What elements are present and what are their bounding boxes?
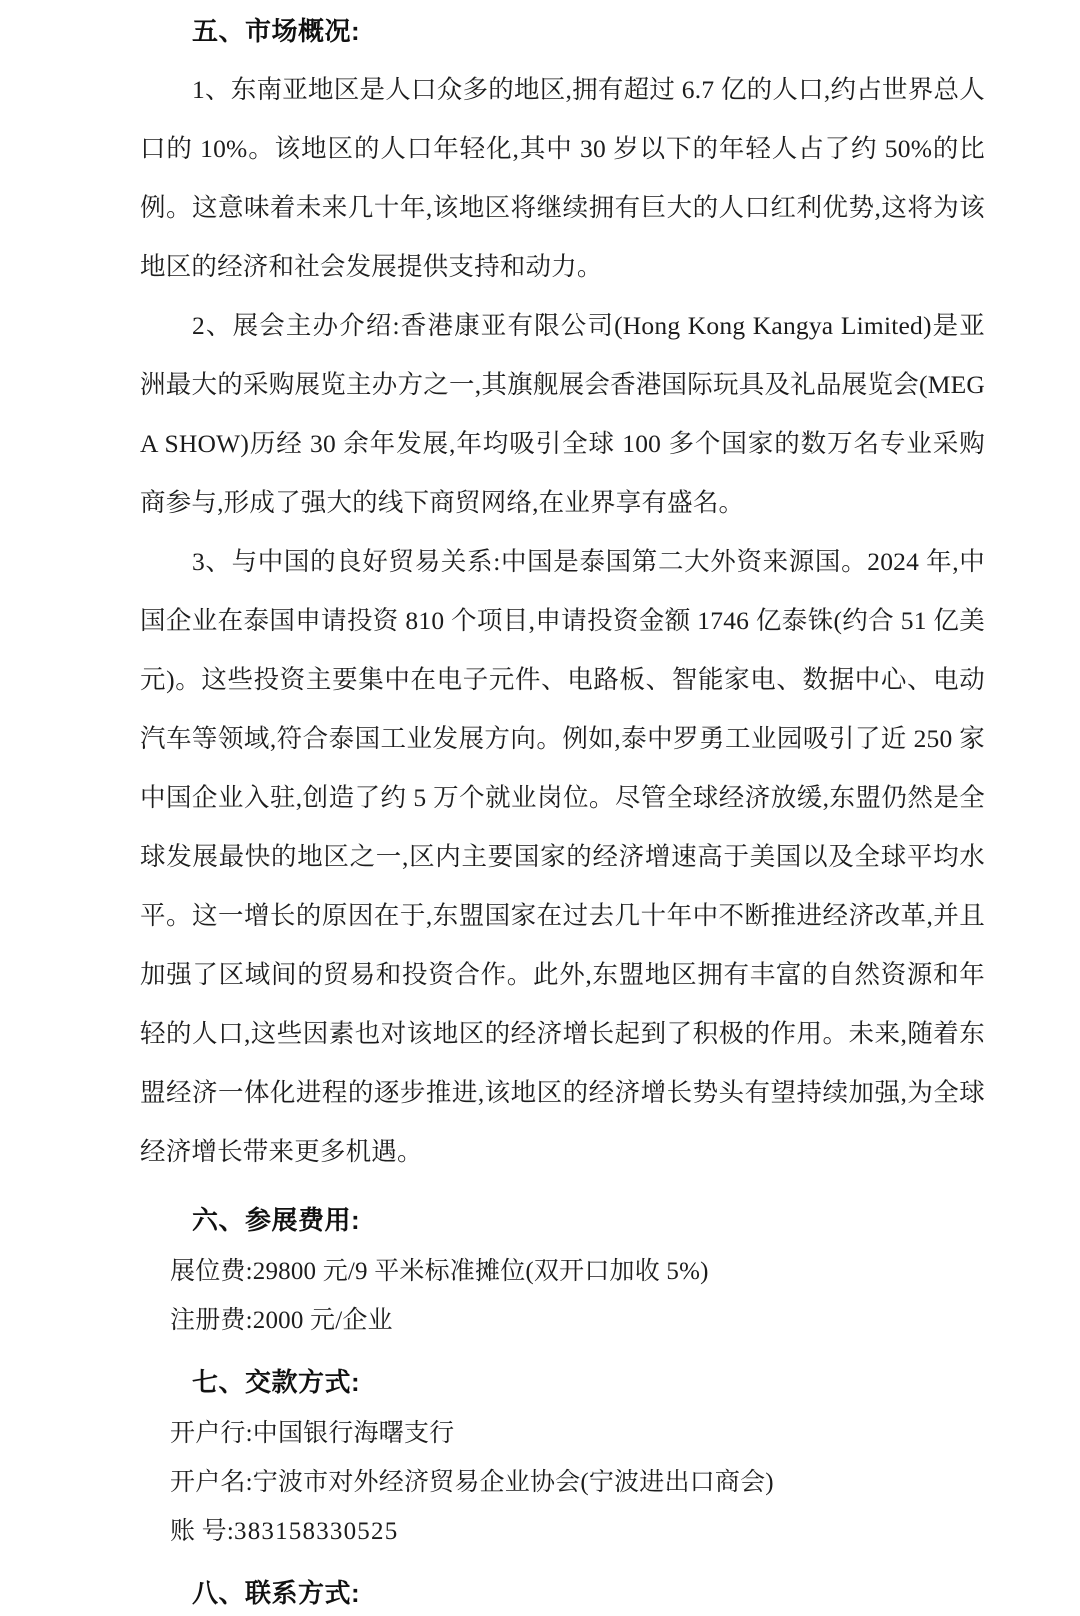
bank-branch-label: 开户行: <box>170 1420 253 1447</box>
section-heading-payment-method: 七、交款方式: <box>192 1367 361 1397</box>
account-number-line <box>140 1507 985 1556</box>
section-heading-contact: 八、联系方式: <box>192 1578 361 1608</box>
account-number-value: 383158330525 <box>234 1518 399 1545</box>
section-heading-market-overview: 五、市场概况: <box>192 16 361 46</box>
section-heading-exhibition-fees: 六、参展费用: <box>192 1205 361 1235</box>
account-name-line <box>140 1458 985 1507</box>
bank-branch-line <box>140 1409 985 1458</box>
account-name-label: 开户名: <box>170 1469 253 1496</box>
account-number-label: 账 号: <box>170 1518 234 1545</box>
registration-fee-line: 注册费:2000 元/企业 <box>170 1307 393 1334</box>
paragraph-china-trade-relations: 3、与中国的良好贸易关系:中国是泰国第二大外资来源国。2024 年,中国企业在泰国申请投资 810 个项目,申请投资金额 1746 亿泰铢(约合 51 亿美元)。这些投资主要集中在电子元件、电路板、智能家电、数据中心、电动汽车等领域,符合泰国工业发展方向。例如,泰中罗勇工业园吸引了近 250 家中国企业入驻,创造了约 5 万个就业岗位。尽管全球经济放缓,东盟仍然是全球发展最快的地区之一,区内主要国家的经济增速高于美国以及全球平均水平。这一增长的原因在于,东盟国家在过去几十年中不断推进经济改革,并且加强了区域间的贸易和投资合作。此外,东盟地区拥有丰富的自然资源和年轻的人口,这些因素也对该地区的经济增长起到了积极的作用。未来,随着东盟经济一体化进程的逐步推进,该地区的经济增长势头有望持续加强,为全球经济增长带来更多机遇。 <box>140 547 985 1166</box>
paragraph-market-population: 1、东南亚地区是人口众多的地区,拥有超过 6.7 亿的人口,约占世界总人口的 10%。该地区的人口年轻化,其中 30 岁以下的年轻人占了约 50%的比例。这意味着未来几十年,该地区将继续拥有巨大的人口红利优势,这将为该地区的经济和社会发展提供支持和动力。 <box>140 75 985 281</box>
paragraph-organizer-introduction: 2、展会主办介绍:香港康亚有限公司(Hong Kong Kangya Limited)是亚洲最大的采购展览主办方之一,其旗舰展会香港国际玩具及礼品展览会(MEGA SHOW)历经 30 余年发展,年均吸引全球 100 多个国家的数万名专业采购商参与,形成了强大的线下商贸网络,在业界享有盛名。 <box>140 311 985 517</box>
account-name-value: 宁波市对外经济贸易企业协会(宁波进出口商会) <box>252 1469 774 1496</box>
bank-branch-value: 中国银行海曙支行 <box>252 1420 455 1447</box>
booth-fee-line: 展位费:29800 元/9 平米标准摊位(双开口加收 5%) <box>170 1258 709 1285</box>
